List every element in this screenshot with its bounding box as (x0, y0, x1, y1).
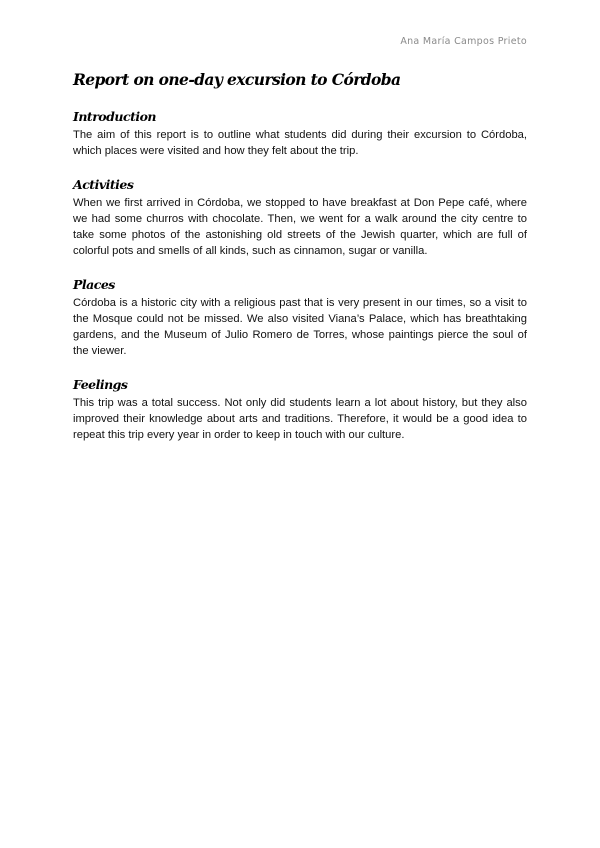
section-heading: Feelings (73, 377, 128, 392)
section-heading: Introduction (73, 109, 157, 124)
section-feelings (73, 377, 527, 443)
section-introduction (73, 109, 527, 159)
section-heading: Places (73, 277, 115, 292)
author-name: Ana María Campos Prieto (400, 36, 527, 47)
report-title: Report on one-day excursion to Córdoba (73, 70, 401, 89)
section-paragraph: When we first arrived in Córdoba, we stopped to have breakfast at Don Pepe café, where we had some churros with chocolate. Then, we went for a walk around the city centre to take some photos of the astonishing old streets of the Jewish quarter, which are full of colorful pots and smells of all kinds, such as cinnamon, sugar or vanilla. (73, 197, 527, 257)
section-paragraph: The aim of this report is to outline what students did during their excursion to Córdoba, which places were visited and how they felt about the trip. (73, 129, 527, 157)
section-places (73, 277, 527, 359)
section-heading: Activities (73, 177, 134, 192)
section-paragraph: Córdoba is a historic city with a religious past that is very present in our times, so a visit to the Mosque could not be missed. We also visited Viana’s Palace, which has breathtaking gardens, and the Museum of Julio Romero de Torres, whose paintings pierce the soul of the viewer. (73, 297, 527, 357)
section-activities (73, 177, 527, 259)
document-body (73, 70, 527, 461)
section-paragraph: This trip was a total success. Not only did students learn a lot about history, but they also improved their knowledge about arts and traditions. Therefore, it would be a good idea to repeat this trip every year in order to keep in touch with our culture. (73, 397, 527, 441)
